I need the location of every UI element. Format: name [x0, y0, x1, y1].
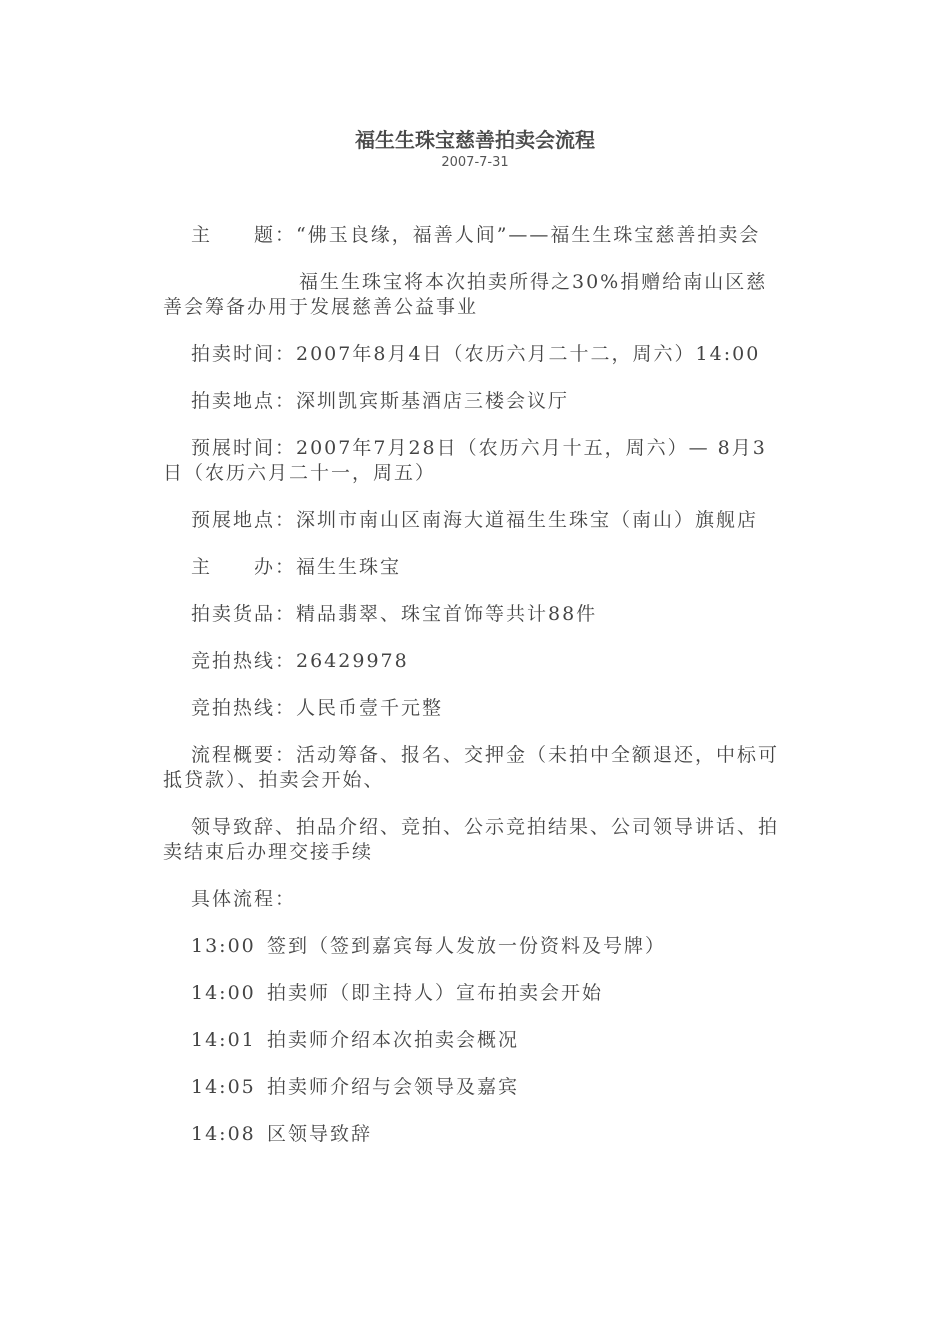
- schedule-time: 14:05: [191, 1076, 256, 1098]
- document-date: 2007-7-31: [441, 155, 509, 170]
- schedule-row: [163, 981, 783, 1006]
- schedule-row: [163, 1028, 783, 1053]
- schedule-row: [163, 934, 783, 959]
- schedule-item: 拍卖师介绍本次拍卖会概况: [267, 1029, 520, 1051]
- donation-paragraph: 福生生珠宝将本次拍卖所得之30%捐赠给南山区慈善会筹备办用于发展慈善公益事业: [163, 271, 768, 318]
- schedule-time: 14:01: [191, 1029, 256, 1051]
- schedule-item: 签到（签到嘉宾每人发放一份资料及号牌）: [267, 935, 667, 957]
- process-overview-continued: 领导致辞、拍品介绍、竞拍、公示竞拍结果、公司领导讲话、拍卖结束后办理交接手续: [163, 816, 780, 863]
- schedule-time: 14:00: [191, 982, 256, 1004]
- document-body: [163, 223, 783, 1169]
- preview-location: 预展地点：深圳市南山区南海大道福生生珠宝（南山）旗舰店: [191, 509, 759, 531]
- schedule-time: 14:08: [191, 1123, 256, 1145]
- theme-paragraph: 主 题：“佛玉良缘，福善人间”——福生生珠宝慈善拍卖会: [191, 224, 761, 246]
- preview-time: 预展时间：2007年7月28日（农历六月十五，周六）— 8月3日（农历六月二十一，周五）: [163, 437, 767, 484]
- auction-items: 拍卖货品：精品翡翠、珠宝首饰等共计88件: [191, 603, 598, 625]
- schedule-row: [163, 1122, 783, 1147]
- schedule-time: 13:00: [191, 935, 256, 957]
- schedule-item: 拍卖师（即主持人）宣布拍卖会开始: [267, 982, 604, 1004]
- schedule-row: [163, 1075, 783, 1100]
- organizer: 主 办：福生生珠宝: [191, 556, 402, 578]
- auction-time: 拍卖时间：2007年8月4日（农历六月二十二，周六）14:00: [191, 343, 761, 365]
- schedule-item: 拍卖师介绍与会领导及嘉宾: [267, 1076, 520, 1098]
- document-title: 福生生珠宝慈善拍卖会流程: [355, 128, 595, 152]
- schedule-heading: 具体流程：: [191, 888, 297, 910]
- schedule-item: 区领导致辞: [267, 1123, 373, 1145]
- bid-hotline: 竞拍热线：26429978: [191, 650, 409, 672]
- auction-location: 拍卖地点：深圳凯宾斯基酒店三楼会议厅: [191, 390, 570, 412]
- bid-deposit: 竞拍热线：人民币壹千元整: [191, 697, 444, 719]
- process-overview: 流程概要：活动筹备、报名、交押金（未拍中全额退还，中标可抵贷款）、拍卖会开始、: [163, 744, 780, 791]
